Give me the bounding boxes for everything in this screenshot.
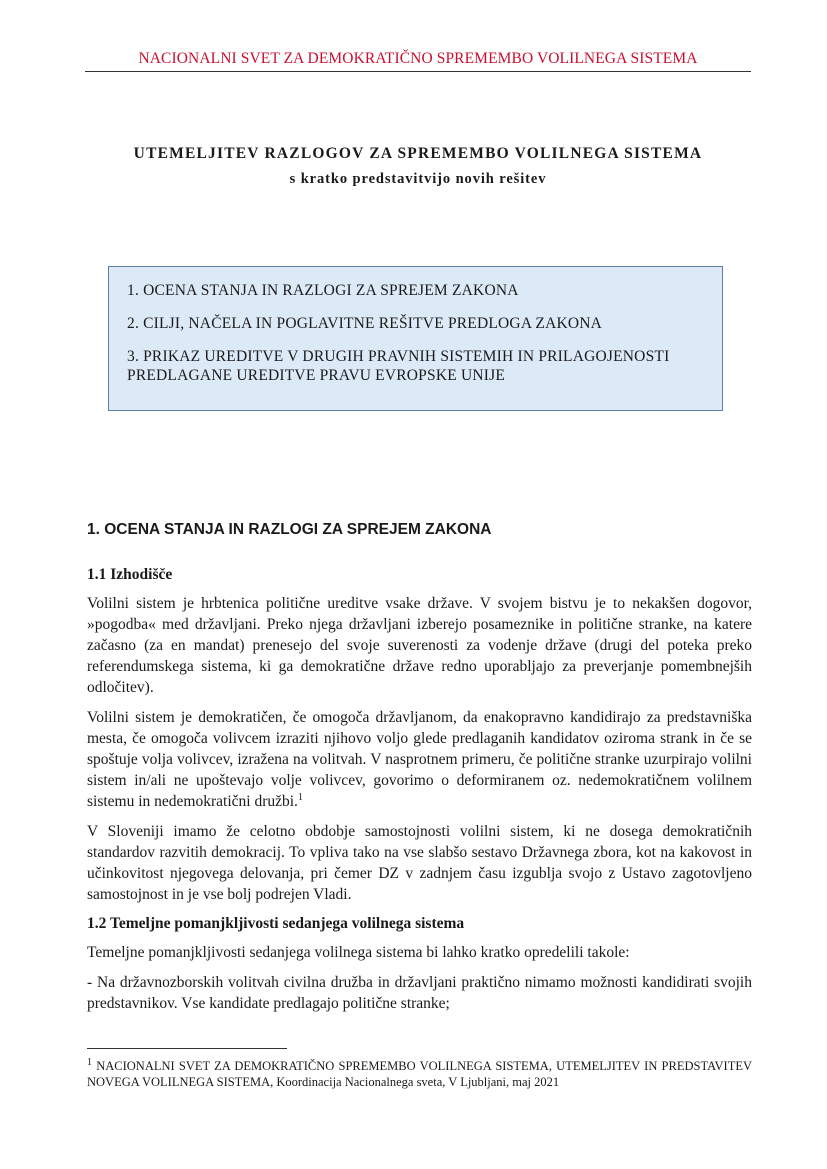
table-of-contents-box xyxy=(108,266,723,411)
document-title: UTEMELJITEV RAZLOGOV ZA SPREMEMBO VOLILNEGA SISTEMA xyxy=(133,145,703,162)
footnote-number: 1 xyxy=(87,1056,92,1068)
toc-item-3: 3. PRIKAZ UREDITVE V DRUGIH PRAVNIH SISTEMIH IN PRILAGOJENOSTI PREDLAGANE UREDITVE PRAVU EVROPSKE UNIJE xyxy=(127,348,670,384)
paragraph: V Sloveniji imamo že celotno obdobje samostojnosti volilni sistem, ki ne dosega demokratičnih standardov razvitih demokracij. To vpliva tako na vse slabšo sestavo Državnega zbora, kot na kakovost in učinkovitost njegovega delovanja, pri čemer DZ v zadnjem času izgublja svojo z Ustavo zagotovljeno samostojnost in je vse bolj podrejen Vladi. xyxy=(87,823,752,903)
footnote-separator xyxy=(87,1048,287,1049)
subsection-heading-1-2: 1.2 Temeljne pomanjkljivosti sedanjega volilnega sistema xyxy=(87,915,465,932)
footnote-reference[interactable]: 1 xyxy=(297,791,303,803)
subsection-heading-1-1: 1.1 Izhodišče xyxy=(87,566,173,583)
running-header: NACIONALNI SVET ZA DEMOKRATIČNO SPREMEMBO VOLILNEGA SISTEMA xyxy=(85,50,751,72)
paragraph-with-footnote xyxy=(87,707,752,812)
section-heading-1: 1. OCENA STANJA IN RAZLOGI ZA SPREJEM ZAKONA xyxy=(87,521,492,538)
paragraph: Volilni sistem je hrbtenica politične ureditve vsake države. V svojem bistvu je to nekakšen dogovor, »pogodba« med državljani. Preko njega državljani izberejo posameznike in politične stranke, na katere začasno (za en mandat) prenesejo del svoje suverenosti za vodenje države (drugi del poteka preko referendumskega sistema, ki ga demokratične države redno uporabljajo za preverjanje pomembnejših odločitev). xyxy=(87,595,752,696)
toc-item-2: 2. CILJI, NAČELA IN POGLAVITNE REŠITVE PREDLOGA ZAKONA xyxy=(127,315,603,332)
toc-item-1: 1. OCENA STANJA IN RAZLOGI ZA SPREJEM ZAKONA xyxy=(127,282,519,299)
list-item-paragraph: - Na državnozborskih volitvah civilna družba in državljani praktično nimamo možnosti kandidirati svojih predstavnikov. Vse kandidate predlagajo politične stranke; xyxy=(87,974,752,1012)
paragraph: Temeljne pomanjkljivosti sedanjega volilnega sistema bi lahko kratko opredelili takole: xyxy=(87,944,630,961)
section-body xyxy=(87,565,752,1023)
footnote-text: NACIONALNI SVET ZA DEMOKRATIČNO SPREMEMBO VOLILNEGA SISTEMA, UTEMELJITEV IN PREDSTAVITEV NOVEGA VOLILNEGA SISTEMA, Koordinacija Nacionalnega sveta, V Ljubljani, maj 2021 xyxy=(87,1059,753,1089)
document-subtitle: s kratko predstavitvijo novih rešitev xyxy=(289,171,547,187)
paragraph-text: Volilni sistem je demokratičen, če omogoča državljanom, da enakopravno kandidirajo za predstavniška mesta, če omogoča volivcem izraziti njihovo voljo glede predlaganih kandidatov oziroma strank in če se spoštuje volja volivcev, izražena na volitvah. V nasprotnem primeru, če politične stranke uzurpirajo volilni sistem in/ali ne upoštevajo volje volivcev, govorimo o deformiranem oz. nedemokratičnem volilnem sistemu in nedemokratični družbi. xyxy=(87,709,752,810)
footnote xyxy=(87,1058,752,1090)
